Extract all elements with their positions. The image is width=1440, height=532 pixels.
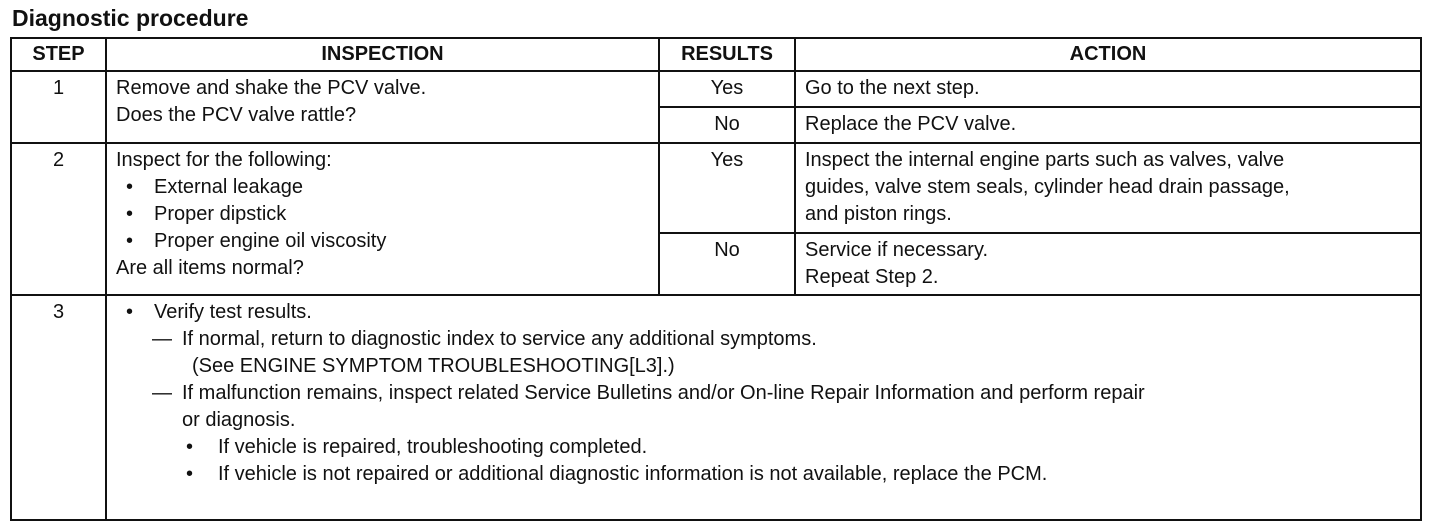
action-cell xyxy=(795,107,1421,143)
result-yes: Yes xyxy=(659,143,795,233)
bullet-icon: • xyxy=(186,436,194,458)
list-item-label: Verify test results. xyxy=(154,301,312,323)
action-cell xyxy=(795,143,1421,233)
table-row xyxy=(11,295,1421,520)
bullet-icon: • xyxy=(126,176,134,198)
list-item xyxy=(116,380,1414,407)
header-inspection: INSPECTION xyxy=(106,38,659,71)
dash-icon: — xyxy=(152,328,172,350)
action-line: Service if necessary. xyxy=(805,239,989,261)
dash-icon: — xyxy=(152,382,172,404)
action-line: guides, valve stem seals, cylinder head drain passage, xyxy=(805,176,1290,198)
list-item-label: Proper dipstick xyxy=(154,203,287,225)
inspection-line: Are all items normal? xyxy=(116,257,304,279)
action-cell xyxy=(795,71,1421,107)
action-line: and piston rings. xyxy=(805,203,952,225)
table-row xyxy=(11,143,1421,233)
action-cell xyxy=(795,233,1421,295)
note-line: (See ENGINE SYMPTOM TROUBLESHOOTING[L3].) xyxy=(192,355,675,377)
bullet-icon: • xyxy=(126,301,134,323)
list-item-label: If vehicle is not repaired or additional diagnostic information is not available, replace the PCM. xyxy=(218,463,1048,485)
list-item xyxy=(116,434,1414,461)
header-step: STEP xyxy=(11,38,106,71)
inspection-cell xyxy=(106,295,1421,520)
list-item xyxy=(116,228,652,255)
inspection-line: Remove and shake the PCV valve. xyxy=(116,77,427,99)
action-line: Replace the PCV valve. xyxy=(805,113,1017,135)
header-row xyxy=(11,38,1421,71)
bullet-icon: • xyxy=(126,203,134,225)
bullet-icon: • xyxy=(126,230,134,252)
list-item-label: If malfunction remains, inspect related Service Bulletins and/or On-line Repair Information and perform repair xyxy=(182,382,1145,404)
inspection-line: Inspect for the following: xyxy=(116,149,332,171)
bullet-icon: • xyxy=(186,463,194,485)
step-number: 3 xyxy=(11,295,106,520)
list-item xyxy=(116,326,1414,353)
list-item-label: Proper engine oil viscosity xyxy=(154,230,387,252)
list-item xyxy=(116,201,652,228)
header-action: ACTION xyxy=(795,38,1421,71)
list-item-label: External leakage xyxy=(154,176,303,198)
list-item xyxy=(116,461,1414,488)
result-no: No xyxy=(659,107,795,143)
result-yes: Yes xyxy=(659,71,795,107)
result-no: No xyxy=(659,233,795,295)
list-item-label: If vehicle is repaired, troubleshooting completed. xyxy=(218,436,648,458)
table-row xyxy=(11,71,1421,107)
action-line: Repeat Step 2. xyxy=(805,266,939,288)
step-number: 1 xyxy=(11,71,106,143)
inspection-cell xyxy=(106,143,659,295)
inspection-line: Does the PCV valve rattle? xyxy=(116,104,357,126)
header-results: RESULTS xyxy=(659,38,795,71)
step-number: 2 xyxy=(11,143,106,295)
action-line: Inspect the internal engine parts such as valves, valve xyxy=(805,149,1285,171)
action-line: Go to the next step. xyxy=(805,77,980,99)
diagnostic-table xyxy=(10,37,1422,521)
list-item xyxy=(116,299,1414,326)
list-item xyxy=(116,174,652,201)
list-item-label: If normal, return to diagnostic index to service any additional symptoms. xyxy=(182,328,817,350)
page-title: Diagnostic procedure xyxy=(12,5,249,31)
inspection-cell xyxy=(106,71,659,143)
list-item-continuation: or diagnosis. xyxy=(182,409,296,431)
